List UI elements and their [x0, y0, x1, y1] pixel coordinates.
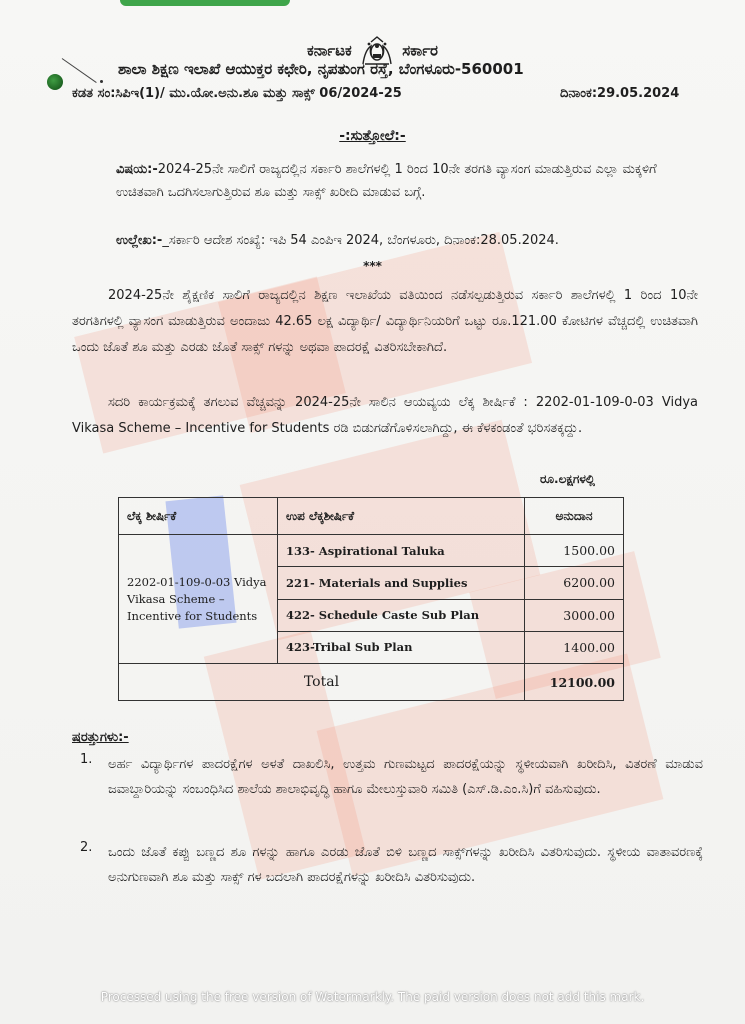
sub-account-cell: 423-Tribal Sub Plan	[278, 631, 525, 663]
amount-cell: 3000.00	[525, 599, 624, 631]
subject-block	[116, 158, 706, 204]
table-header-row	[119, 498, 624, 535]
budget-table	[118, 497, 624, 701]
head-of-account-cell: 2202-01-109-0-03 Vidya Vikasa Scheme – Incentive for Students	[119, 535, 278, 664]
sub-account-cell: 133- Aspirational Taluka	[278, 535, 525, 567]
amount-cell: 1400.00	[525, 631, 624, 663]
circular-title	[0, 128, 745, 144]
condition-number: 1.	[80, 752, 93, 767]
total-label: Total	[119, 664, 525, 701]
header-account: ಲೆಕ್ಕ ಶೀರ್ಷಿಕೆ	[119, 498, 278, 535]
separator-stars: ***	[363, 259, 382, 273]
gov-left-text: ಕರ್ನಾಟಕ	[307, 41, 352, 60]
amount-cell: 1500.00	[525, 535, 624, 567]
gov-right-text: ಸರ್ಕಾರ	[402, 41, 438, 60]
condition-item: ಅರ್ಹ ವಿದ್ಯಾರ್ಥಿಗಳ ಪಾದರಕ್ಷೆಗಳ ಅಳತೆ ದಾಖಲಿಸಿ, ಉತ್ತಮ ಗುಣಮಟ್ಟದ ಪಾದರಕ್ಷೆಯನ್ನು ಸ್ಥಳೀಯವಾಗಿ ಖರೀದಿಸಿ, ವಿತರಣೆ ಮಾಡುವ ಜವಾಬ್ದಾರಿಯನ್ನು ಸಂಬಂಧಿಸಿದ ಶಾಲೆಯ ಶಾಲಾಭಿವೃದ್ಧಿ ಹಾಗೂ ಮೇಲುಸ್ತುವಾರಿ ಸಮಿತಿ (ಎಸ್.ಡಿ.ಎಂ.ಸಿ)ಗೆ ವಹಿಸುವುದು.	[108, 757, 703, 797]
office-address: ಶಾಲಾ ಶಿಕ್ಷಣ ಇಲಾಖೆ ಆಯುಕ್ತರ ಕಛೇರಿ, ನೃಪತುಂಗ ರಸ್ತೆ, ಬೆಂಗಳೂರು-560001	[118, 60, 524, 78]
sub-account-cell: 221- Materials and Supplies	[278, 567, 525, 599]
reference-text: _ಸರ್ಕಾರಿ ಆದೇಶ ಸಂಖ್ಯೆ: ಇಪಿ 54 ಎಂಪಿಇ 2024, ಬೆಂಗಳೂರು, ದಿನಾಂಕ:28.05.2024.	[162, 233, 559, 248]
green-stamp-dot	[47, 74, 63, 90]
reference-label: ಉಲ್ಲೇಖ:-	[116, 233, 163, 248]
reference-line	[116, 233, 716, 248]
table-row	[119, 535, 624, 567]
condition-number: 2.	[80, 840, 93, 855]
circular-title-text: -:ಸುತ್ತೋಲೆ:-	[339, 128, 406, 144]
header-grant: ಅನುದಾನ	[525, 498, 624, 535]
watermark-footer: Processed using the free version of Watermarkly. The paid version does not add this mark.	[100, 990, 645, 1004]
conditions-title: ಷರತ್ತುಗಳು:-	[72, 730, 129, 745]
total-amount: 12100.00	[525, 664, 624, 701]
table-total-row	[119, 664, 624, 701]
subject-label: ವಿಷಯ:-	[116, 162, 158, 177]
subject-text: 2024-25ನೇ ಸಾಲಿಗೆ ರಾಜ್ಯದಲ್ಲಿನ ಸರ್ಕಾರಿ ಶಾಲೆಗಳಲ್ಲಿ 1 ರಿಂದ 10ನೇ ತರಗತಿ ವ್ಯಾಸಂಗ ಮಾಡುತ್ತಿರುವ ಎಲ್ಲಾ ಮಕ್ಕಳಿಗೆ ಉಚಿತವಾಗಿ ಒದಗಿಸಲಾಗುತ್ತಿರುವ ಶೂ ಮತ್ತು ಸಾಕ್ಸ್ ಖರೀದಿ ಮಾಡುವ ಬಗ್ಗೆ.	[116, 162, 657, 200]
header-sub-account: ಉಪ ಲೆಕ್ಕಶೀರ್ಷಿಕೆ	[278, 498, 525, 535]
file-reference: ಕಡತ ಸಂ:ಸಿಪಿಇ(1)/ ಮು.ಯೋ.ಅನು.ಶೂ ಮತ್ತು ಸಾಕ್ಸ್ 06/2024-25	[72, 86, 402, 101]
paragraph-1: 2024-25ನೇ ಶೈಕ್ಷಣಿಕ ಸಾಲಿಗೆ ರಾಜ್ಯದಲ್ಲಿನ ಶಿಕ್ಷಣ ಇಲಾಖೆಯ ವತಿಯಿಂದ ನಡೆಸಲ್ಪಡುತ್ತಿರುವ ಸರ್ಕಾರಿ ಶಾಲೆಗಳಲ್ಲಿ 1 ರಿಂದ 10ನೇ ತರಗತಿಗಳಲ್ಲಿ ವ್ಯಾಸಂಗ ಮಾಡುತ್ತಿರುವ ಅಂದಾಜು 42.65 ಲಕ್ಷ ವಿದ್ಯಾರ್ಥಿ/ ವಿದ್ಯಾರ್ಥಿನಿಯರಿಗೆ ಒಟ್ಟು ರೂ.121.00 ಕೋಟಿಗಳ ವೆಚ್ಚದಲ್ಲಿ ಉಚಿತವಾಗಿ ಒಂದು ಜೊತೆ ಶೂ ಮತ್ತು ಎರಡು ಜೊತೆ ಸಾಕ್ಸ್ ಗಳನ್ನು ಅಥವಾ ಪಾದರಕ್ಷೆ ವಿತರಿಸಬೇಕಾಗಿದೆ.	[72, 288, 698, 355]
units-label: ರೂ.ಲಕ್ಷಗಳಲ್ಲಿ	[540, 472, 595, 486]
document-date: ದಿನಾಂಕ:29.05.2024	[560, 86, 680, 101]
condition-item: ಒಂದು ಜೊತೆ ಕಪ್ಪು ಬಣ್ಣದ ಶೂ ಗಳನ್ನು ಹಾಗೂ ಎರಡು ಜೊತೆ ಬಿಳಿ ಬಣ್ಣದ ಸಾಕ್ಸ್‌ಗಳನ್ನು ಖರೀದಿಸಿ ವಿತರಿಸುವುದು. ಸ್ಥಳೀಯ ವಾತಾವರಣಕ್ಕೆ ಅನುಗುಣವಾಗಿ ಶೂ ಮತ್ತು ಸಾಕ್ಸ್ ಗಳ ಬದಲಾಗಿ ಪಾದರಕ್ಷೆಗಳನ್ನು ಖರೀದಿಸಿ ವಿತರಿಸುವುದು.	[108, 845, 703, 885]
amount-cell: 6200.00	[525, 567, 624, 599]
paragraph-2: ಸದರಿ ಕಾರ್ಯಕ್ರಮಕ್ಕೆ ತಗಲುವ ವೆಚ್ಚವನ್ನು 2024-25ನೇ ಸಾಲಿನ ಆಯವ್ಯಯ ಲೆಕ್ಕ ಶೀರ್ಷಿಕೆ : 2202-01-109-0-03 Vidya Vikasa Scheme – Incentive for Students ರಡಿ ಬಿಡುಗಡೆಗೊಳಿಸಲಾಗಿದ್ದು, ಈ ಕೆಳಕಂಡಂತೆ ಭರಿಸತಕ್ಕದ್ದು.	[72, 395, 698, 436]
top-green-bar	[120, 0, 290, 6]
sub-account-cell: 422- Schedule Caste Sub Plan	[278, 599, 525, 631]
pen-dot	[100, 80, 103, 83]
